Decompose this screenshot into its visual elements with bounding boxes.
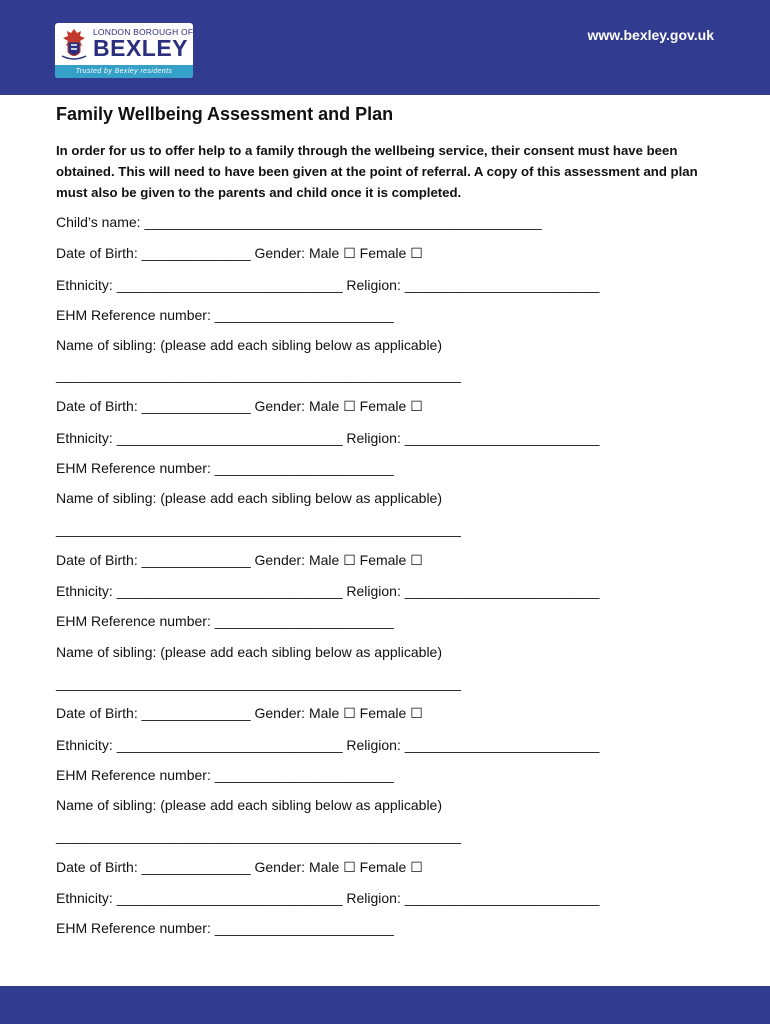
childs-name-field[interactable]: Child’s name: ___________________________________________________ bbox=[56, 214, 542, 230]
sibling-prompt: Name of sibling: (please add each sibling below as applicable) bbox=[56, 337, 443, 353]
sibling-prompt: Name of sibling: (please add each sibling below as applicable) bbox=[56, 490, 443, 506]
ehm-reference-field[interactable]: EHM Reference number: _______________________ bbox=[56, 920, 394, 936]
logo-tagline: Trusted by Bexley residents bbox=[55, 65, 193, 78]
dob-gender-field[interactable]: Date of Birth: ______________ Gender: Male ☐ Female ☐ bbox=[56, 859, 423, 875]
ethnicity-religion-field[interactable]: Ethnicity: _____________________________ Religion: _________________________ bbox=[56, 430, 600, 446]
sibling-prompt: Name of sibling: (please add each sibling below as applicable) bbox=[56, 644, 443, 660]
dob-gender-field[interactable]: Date of Birth: ______________ Gender: Male ☐ Female ☐ bbox=[56, 245, 423, 261]
page-footer bbox=[0, 986, 770, 1024]
page-header bbox=[0, 0, 770, 95]
website-link[interactable]: www.bexley.gov.uk bbox=[587, 27, 714, 43]
logo-name-text: BEXLEY bbox=[93, 35, 189, 61]
sibling-name-field[interactable]: ____________________________________________________ bbox=[56, 367, 461, 383]
ehm-reference-field[interactable]: EHM Reference number: _______________________ bbox=[56, 613, 394, 629]
sibling-name-field[interactable]: ____________________________________________________ bbox=[56, 521, 461, 537]
dob-gender-field[interactable]: Date of Birth: ______________ Gender: Male ☐ Female ☐ bbox=[56, 398, 423, 414]
bexley-logo bbox=[55, 23, 193, 78]
sibling-name-field[interactable]: ____________________________________________________ bbox=[56, 675, 461, 691]
ehm-reference-field[interactable]: EHM Reference number: _______________________ bbox=[56, 460, 394, 476]
ehm-reference-field[interactable]: EHM Reference number: _______________________ bbox=[56, 307, 394, 323]
dob-gender-field[interactable]: Date of Birth: ______________ Gender: Male ☐ Female ☐ bbox=[56, 552, 423, 568]
page-title: Family Wellbeing Assessment and Plan bbox=[56, 104, 394, 124]
logo-borough-text: LONDON BOROUGH OF bbox=[93, 27, 193, 37]
ethnicity-religion-field[interactable]: Ethnicity: _____________________________ Religion: _________________________ bbox=[56, 583, 600, 599]
intro-paragraph: In order for us to offer help to a family through the wellbeing service, their consent must have been obtained. This will need to have been given at the point of referral. A copy of this assessment and plan must also be given to the parents and child once it is completed. bbox=[56, 143, 698, 200]
sibling-prompt: Name of sibling: (please add each sibling below as applicable) bbox=[56, 797, 443, 813]
coat-of-arms-icon bbox=[59, 26, 89, 62]
sibling-name-field[interactable]: ____________________________________________________ bbox=[56, 828, 461, 844]
ethnicity-religion-field[interactable]: Ethnicity: _____________________________ Religion: _________________________ bbox=[56, 890, 600, 906]
dob-gender-field[interactable]: Date of Birth: ______________ Gender: Male ☐ Female ☐ bbox=[56, 705, 423, 721]
ethnicity-religion-field[interactable]: Ethnicity: _____________________________ Religion: _________________________ bbox=[56, 737, 600, 753]
ehm-reference-field[interactable]: EHM Reference number: _______________________ bbox=[56, 767, 394, 783]
ethnicity-religion-field[interactable]: Ethnicity: _____________________________ Religion: _________________________ bbox=[56, 277, 600, 293]
